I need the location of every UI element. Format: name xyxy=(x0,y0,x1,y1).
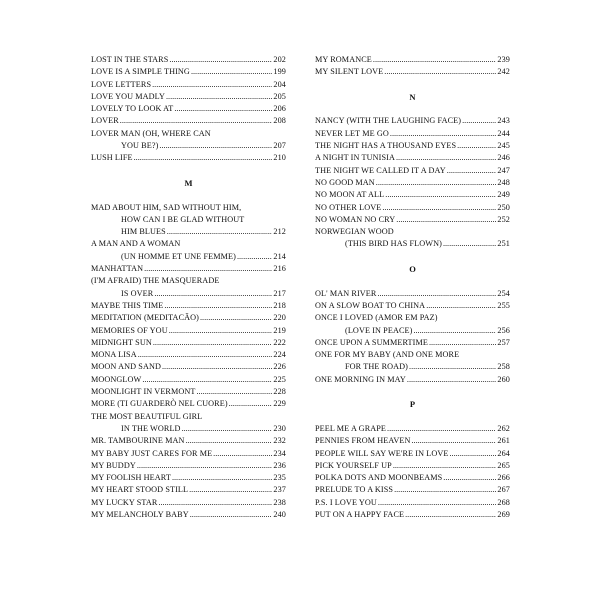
entry-title: MR. TAMBOURINE MAN xyxy=(91,436,185,446)
index-entry xyxy=(91,202,286,239)
dot-leader xyxy=(169,54,272,66)
spacer xyxy=(315,386,510,398)
index-entry xyxy=(315,312,510,337)
page-number: 262 xyxy=(497,423,510,433)
page-number: 212 xyxy=(273,227,286,237)
entry-title: NO OTHER LOVE xyxy=(315,202,382,212)
dot-leader xyxy=(182,423,273,435)
dot-leader xyxy=(142,374,272,386)
index-entry xyxy=(91,349,286,361)
page-number: 210 xyxy=(273,153,286,163)
entry-title: ONCE UPON A SUMMERTIME xyxy=(315,337,428,347)
index-entry xyxy=(91,374,286,386)
entry-title: A MAN AND A WOMAN xyxy=(91,239,181,249)
page-number: 220 xyxy=(273,313,286,323)
entry-title: LOVER xyxy=(91,116,119,126)
index-entry xyxy=(91,484,286,496)
entry-title: PUT ON A HAPPY FACE xyxy=(315,509,405,519)
page-number: 242 xyxy=(497,67,510,77)
index-entry xyxy=(315,214,510,226)
entry-title: MOONLIGHT IN VERMONT xyxy=(91,387,196,397)
page-number: 244 xyxy=(497,128,510,138)
page-number: 216 xyxy=(273,264,286,274)
index-column-right xyxy=(315,54,510,521)
entry-title: A NIGHT IN TUNISIA xyxy=(315,153,395,163)
entry-title: PEOPLE WILL SAY WE'RE IN LOVE xyxy=(315,448,449,458)
index-entry xyxy=(315,128,510,140)
page-number: 214 xyxy=(273,251,286,261)
dot-leader xyxy=(449,448,496,460)
dot-leader xyxy=(197,386,273,398)
section-letter: M xyxy=(184,177,193,188)
entry-title: LOVE LETTERS xyxy=(91,79,152,89)
entry-title: MOON AND SAND xyxy=(91,362,161,372)
index-entry xyxy=(315,374,510,386)
index-entry xyxy=(315,152,510,164)
page-number: 199 xyxy=(273,67,286,77)
entry-title: MAD ABOUT HIM, SAD WITHOUT HIM, xyxy=(91,202,242,212)
index-entry xyxy=(91,398,286,410)
entry-title: IS OVER xyxy=(121,288,154,298)
entry-title: PEEL ME A GRAPE xyxy=(315,423,387,433)
entry-title: MAYBE THIS TIME xyxy=(91,300,164,310)
page-number: 269 xyxy=(497,509,510,519)
index-entry xyxy=(315,448,510,460)
dot-leader xyxy=(200,312,272,324)
page-number: 240 xyxy=(273,509,286,519)
entry-title: FOR THE ROAD) xyxy=(345,362,409,372)
page-number: 254 xyxy=(497,288,510,298)
entry-title: IN THE WORLD xyxy=(121,423,181,433)
dot-leader xyxy=(413,325,496,337)
index-entry xyxy=(91,103,286,115)
dot-leader xyxy=(153,337,273,349)
page-number: 238 xyxy=(273,497,286,507)
dot-leader xyxy=(447,165,497,177)
page-number: 235 xyxy=(273,473,286,483)
page-number: 232 xyxy=(273,436,286,446)
dot-leader xyxy=(405,509,496,521)
page-number: 218 xyxy=(273,300,286,310)
dot-leader xyxy=(384,66,496,78)
index-entry xyxy=(91,472,286,484)
dot-leader xyxy=(120,115,273,127)
page-number: 264 xyxy=(497,448,510,458)
entry-title: PENNIES FROM HEAVEN xyxy=(315,436,411,446)
section-letter: O xyxy=(409,264,416,275)
dot-leader xyxy=(443,472,496,484)
dot-leader xyxy=(186,435,273,447)
dot-leader xyxy=(213,448,272,460)
dot-leader xyxy=(152,79,272,91)
page-number: 237 xyxy=(273,485,286,495)
index-entry xyxy=(315,349,510,374)
entry-title: MANHATTAN xyxy=(91,264,144,274)
entry-title: LUSH LIFE xyxy=(91,153,133,163)
index-entry xyxy=(315,509,510,521)
entry-title: YOU BE?) xyxy=(121,141,159,151)
page-number: 248 xyxy=(497,177,510,187)
entry-title: MY ROMANCE xyxy=(315,55,372,64)
index-entry xyxy=(315,202,510,214)
page-number: 202 xyxy=(273,55,286,64)
entry-title: THE NIGHT HAS A THOUSAND EYES xyxy=(315,141,457,151)
dot-leader xyxy=(167,226,273,238)
dot-leader xyxy=(393,460,497,472)
entry-title: MEMORIES OF YOU xyxy=(91,325,168,335)
index-entry xyxy=(91,435,286,447)
entry-title: P.S. I LOVE YOU xyxy=(315,497,377,507)
index-entry xyxy=(315,423,510,435)
page-number: 257 xyxy=(497,337,510,347)
entry-title: (UN HOMME ET UNE FEMME) xyxy=(121,251,236,261)
index-entry xyxy=(91,448,286,460)
index-entry xyxy=(91,238,286,263)
dot-leader xyxy=(144,263,272,275)
index-entry xyxy=(315,288,510,300)
dot-leader xyxy=(462,115,496,127)
dot-leader xyxy=(396,152,496,164)
entry-title: MONA LISA xyxy=(91,350,137,360)
entry-title: ONE FOR MY BABY (AND ONE MORE xyxy=(315,350,460,360)
page-number: 247 xyxy=(497,165,510,175)
index-entry xyxy=(315,115,510,127)
index-entry xyxy=(315,300,510,312)
page-number: 225 xyxy=(273,374,286,384)
index-entry xyxy=(91,509,286,521)
entry-title: MY BUDDY xyxy=(91,460,136,470)
page-number: 246 xyxy=(497,153,510,163)
entry-title: MOONGLOW xyxy=(91,374,142,384)
entry-title: THE MOST BEAUTIFUL GIRL xyxy=(91,411,203,421)
index-entry xyxy=(315,165,510,177)
entry-title: MY FOOLISH HEART xyxy=(91,473,171,483)
index-entry xyxy=(91,386,286,398)
entry-title: OL' MAN RIVER xyxy=(315,288,377,298)
page-number: 228 xyxy=(273,387,286,397)
spacer xyxy=(315,411,510,423)
entry-title: ON A SLOW BOAT TO CHINA xyxy=(315,300,426,310)
index-entry xyxy=(91,128,286,153)
entry-title: LOVE YOU MADLY xyxy=(91,91,165,101)
entry-title: NO GOOD MAN xyxy=(315,177,375,187)
page-number: 205 xyxy=(273,91,286,101)
page-number: 222 xyxy=(273,337,286,347)
page-number: 250 xyxy=(497,202,510,212)
entry-title: NO MOON AT ALL xyxy=(315,190,385,200)
entry-title: MY LUCKY STAR xyxy=(91,497,158,507)
index-entry xyxy=(91,152,286,164)
entry-title: MIDNIGHT SUN xyxy=(91,337,152,347)
index-entry xyxy=(91,312,286,324)
index-entry xyxy=(315,435,510,447)
page-number: 217 xyxy=(273,288,286,298)
entry-title: NO WOMAN NO CRY xyxy=(315,214,396,224)
index-entry xyxy=(315,226,510,251)
page-number: 256 xyxy=(497,325,510,335)
index-entry xyxy=(91,497,286,509)
dot-leader xyxy=(164,300,272,312)
dot-leader xyxy=(390,128,497,140)
index-entry xyxy=(91,300,286,312)
page-number: 224 xyxy=(273,350,286,360)
index-entry xyxy=(315,497,510,509)
entry-title: MY SILENT LOVE xyxy=(315,67,384,77)
entry-title: HOW CAN I BE GLAD WITHOUT xyxy=(121,214,245,224)
index-entry xyxy=(91,275,286,300)
entry-title: NANCY (WITH THE LAUGHING FACE) xyxy=(315,116,462,126)
entry-title: ONCE I LOVED (AMOR EM PAZ) xyxy=(315,313,438,323)
entry-title: MEDITATION (MEDITACÃO) xyxy=(91,313,199,323)
dot-leader xyxy=(162,361,272,373)
index-entry xyxy=(315,177,510,189)
entry-title: ONE MORNING IN MAY xyxy=(315,374,406,384)
index-entry xyxy=(91,79,286,91)
page-number: 255 xyxy=(497,300,510,310)
page-number: 206 xyxy=(273,104,286,114)
spacer xyxy=(315,251,510,263)
page-number: 236 xyxy=(273,460,286,470)
page-number: 267 xyxy=(497,485,510,495)
page-number: 251 xyxy=(497,239,510,249)
spacer xyxy=(315,103,510,115)
dot-leader xyxy=(158,497,272,509)
dot-leader xyxy=(385,189,496,201)
section-letter: N xyxy=(409,91,416,102)
dot-leader xyxy=(172,472,272,484)
index-entry xyxy=(91,66,286,78)
index-entry xyxy=(91,91,286,103)
dot-leader xyxy=(407,374,497,386)
page-number: 258 xyxy=(497,362,510,372)
spacer xyxy=(315,275,510,287)
page-number: 204 xyxy=(273,79,286,89)
index-entry xyxy=(91,337,286,349)
index-entry xyxy=(315,140,510,152)
index-entry xyxy=(91,54,286,66)
dot-leader xyxy=(169,325,273,337)
index-entry xyxy=(91,361,286,373)
entry-title: LOVELY TO LOOK AT xyxy=(91,104,174,114)
entry-title: NORWEGIAN WOOD xyxy=(315,227,394,237)
page-number: 265 xyxy=(497,460,510,470)
dot-leader xyxy=(457,140,496,152)
dot-leader xyxy=(382,202,496,214)
index-entry xyxy=(91,325,286,337)
index-entry xyxy=(315,472,510,484)
entry-title: LOST IN THE STARS xyxy=(91,55,169,64)
entry-title: MORE (TI GUARDERÒ NEL CUORE) xyxy=(91,399,228,409)
dot-leader xyxy=(190,509,273,521)
dot-leader xyxy=(409,361,496,373)
dot-leader xyxy=(387,423,496,435)
entry-title: (I'M AFRAID) THE MASQUERADE xyxy=(91,276,220,286)
page-number: 266 xyxy=(497,473,510,483)
dot-leader xyxy=(443,238,496,250)
index-entry xyxy=(315,460,510,472)
dot-leader xyxy=(429,337,496,349)
page-number: 234 xyxy=(273,448,286,458)
entry-title: POLKA DOTS AND MOONBEAMS xyxy=(315,473,443,483)
section-letter: P xyxy=(409,399,416,410)
dot-leader xyxy=(159,140,272,152)
entry-title: MY HEART STOOD STILL xyxy=(91,485,189,495)
spacer xyxy=(91,189,286,201)
page-number: 207 xyxy=(273,141,286,151)
dot-leader xyxy=(229,398,273,410)
spacer xyxy=(315,79,510,91)
dot-leader xyxy=(189,484,272,496)
page-number: 226 xyxy=(273,362,286,372)
entry-title: MY BABY JUST CARES FOR ME xyxy=(91,448,213,458)
entry-title: (THIS BIRD HAS FLOWN) xyxy=(345,239,442,249)
dot-leader xyxy=(166,91,272,103)
dot-leader xyxy=(378,497,496,509)
dot-leader xyxy=(134,152,273,164)
index-column-left xyxy=(91,54,286,521)
dot-leader xyxy=(396,214,496,226)
entry-title: NEVER LET ME GO xyxy=(315,128,389,138)
index-entry xyxy=(315,189,510,201)
entry-title: MY MELANCHOLY BABY xyxy=(91,509,189,519)
page-number: 239 xyxy=(497,55,510,64)
entry-title: PICK YOURSELF UP xyxy=(315,460,392,470)
page-number: 261 xyxy=(497,436,510,446)
dot-leader xyxy=(137,460,273,472)
entry-title: LOVER MAN (OH, WHERE CAN xyxy=(91,128,211,138)
page-number: 229 xyxy=(273,399,286,409)
index-entry xyxy=(91,263,286,275)
index-entry xyxy=(315,66,510,78)
dot-leader xyxy=(138,349,273,361)
index-entry xyxy=(91,411,286,436)
entry-title: LOVE IS A SIMPLE THING xyxy=(91,67,190,77)
entry-title: PRELUDE TO A KISS xyxy=(315,485,394,495)
dot-leader xyxy=(376,177,497,189)
index-entry xyxy=(91,460,286,472)
dot-leader xyxy=(373,54,497,66)
page-number: 260 xyxy=(497,374,510,384)
page-number: 268 xyxy=(497,497,510,507)
index-entry xyxy=(315,337,510,349)
page-number: 249 xyxy=(497,190,510,200)
entry-title: (LOVE IN PEACE) xyxy=(345,325,413,335)
page-number: 252 xyxy=(497,214,510,224)
dot-leader xyxy=(411,435,496,447)
page-number: 245 xyxy=(497,141,510,151)
index-entry xyxy=(315,54,510,66)
dot-leader xyxy=(191,66,272,78)
dot-leader xyxy=(394,484,496,496)
dot-leader xyxy=(426,300,496,312)
spacer xyxy=(91,165,286,177)
entry-title: HIM BLUES xyxy=(121,227,166,237)
index-entry xyxy=(315,484,510,496)
page-number: 219 xyxy=(273,325,286,335)
entry-title: THE NIGHT WE CALLED IT A DAY xyxy=(315,165,446,175)
dot-leader xyxy=(237,251,272,263)
page-number: 230 xyxy=(273,423,286,433)
dot-leader xyxy=(377,288,496,300)
dot-leader xyxy=(174,103,272,115)
index-entry xyxy=(91,115,286,127)
dot-leader xyxy=(154,288,272,300)
page-number: 243 xyxy=(497,116,510,126)
page-number: 208 xyxy=(273,116,286,126)
